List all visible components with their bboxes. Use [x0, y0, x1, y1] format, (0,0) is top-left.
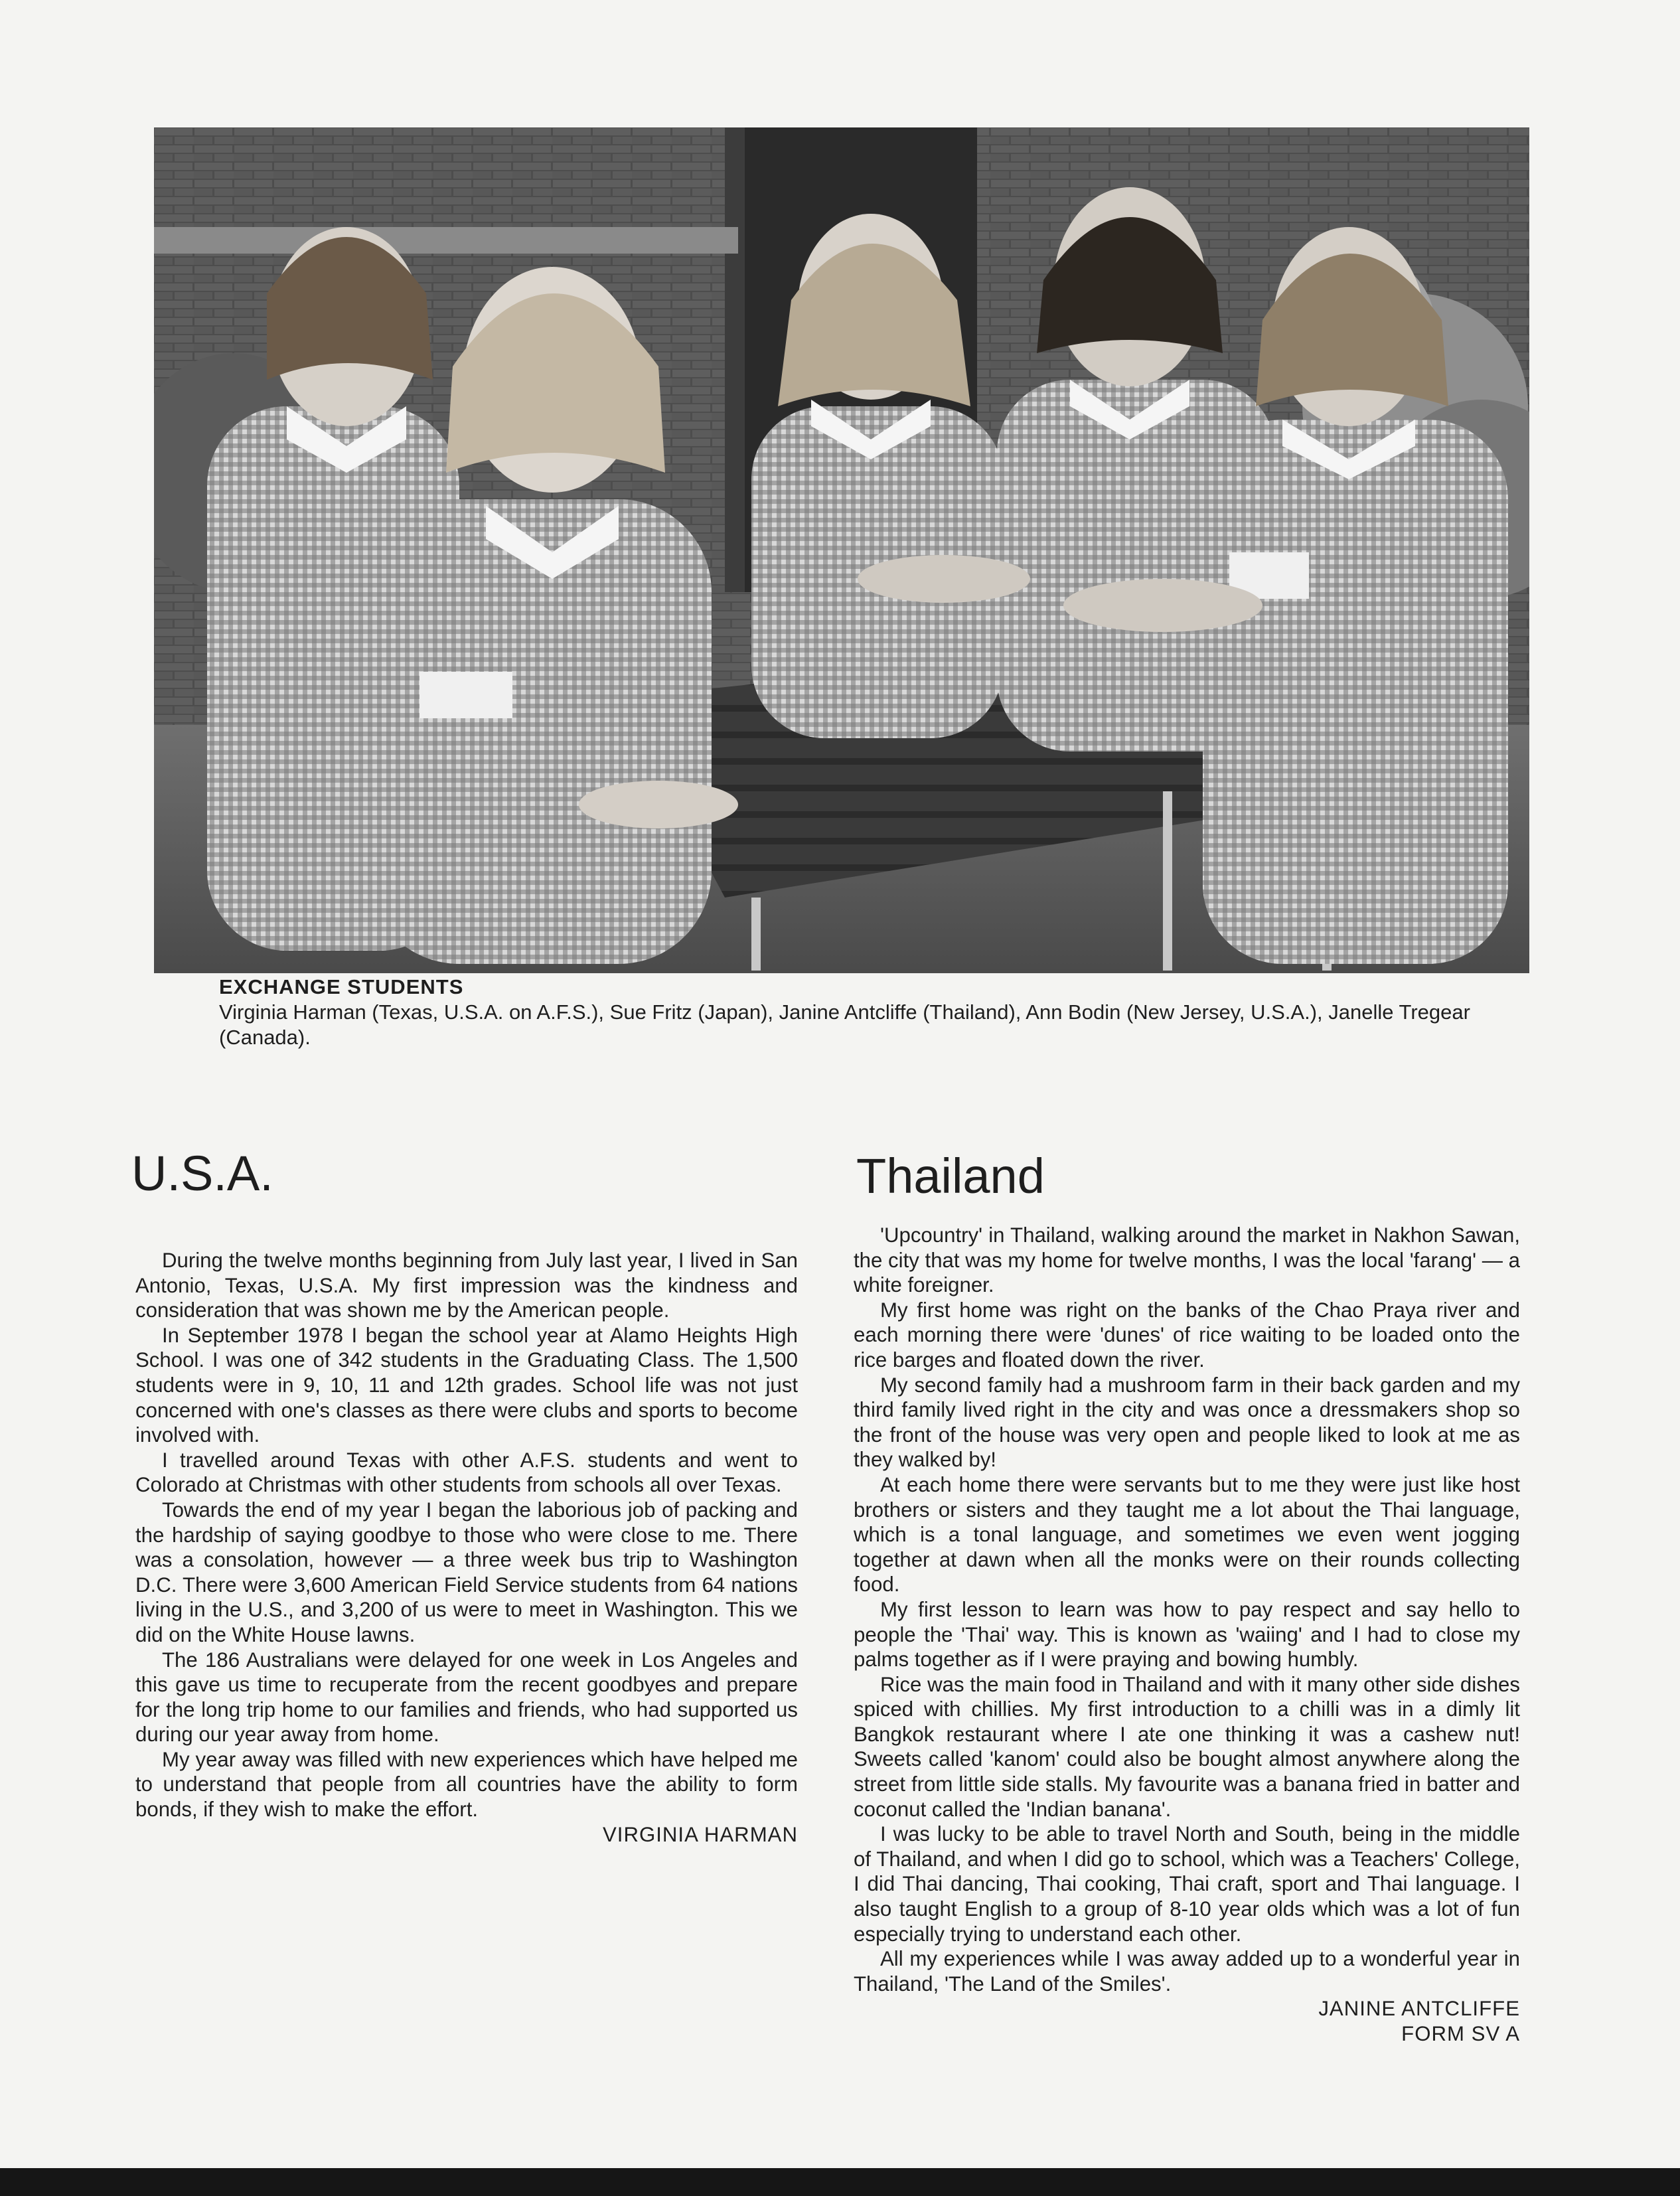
- thailand-paragraph: My first home was right on the banks of the Chao Praya river and each morning there were 'dunes' of rice waiting to be loaded onto the rice barges and floated down the river.: [854, 1298, 1520, 1372]
- thailand-paragraph: 'Upcountry' in Thailand, walking around the market in Nakhon Sawan, the city that was my home for twelve months, I was the local 'farang' — a white foreigner.: [854, 1223, 1520, 1297]
- thailand-paragraph: All my experiences while I was away added up to a wonderful year in Thailand, 'The Land of the Smiles'.: [854, 1947, 1520, 1996]
- usa-heading: U.S.A.: [131, 1146, 273, 1201]
- photo-caption: [219, 975, 1533, 1050]
- usa-paragraph: The 186 Australians were delayed for one week in Los Angeles and this gave us time to recuperate from the recent goodbyes and prepare for the long trip home to our families and friends, who had supported us during our year away from home.: [135, 1648, 798, 1747]
- thailand-paragraph: At each home there were servants but to me they were just like host brothers or sisters and they taught me a lot about the Thai language, which is a tonal language, and sometimes we even went jogging together at dawn when all the monks were on their rounds collecting food.: [854, 1472, 1520, 1597]
- usa-paragraph: In September 1978 I began the school year at Alamo Heights High School. I was one of 342 students in the Graduating Class. The 1,500 students were in 9, 10, 11 and 12th grades. School life was not just concerned with one's classes as there were clubs and sports to become involved with.: [135, 1323, 798, 1447]
- thailand-signature-form: FORM SV A: [1401, 2022, 1520, 2045]
- thailand-paragraph: Rice was the main food in Thailand and with it many other side dishes spiced with chillies. My first introduction to a chilli was in a dimly lit Bangkok restaurant where I ate one thinking it was a cashew nut! Sweets called 'kanom' could also be bought almost anywhere along the street from little side stalls. My favourite was a banana fried in batter and coconut called the 'Indian banana'.: [854, 1672, 1520, 1821]
- thailand-paragraph: I was lucky to be able to travel North and South, being in the middle of Thailand, and when I did go to school, which was a Teachers' College, I did Thai dancing, Thai cooking, Thai craft, sport and Thai language. I also taught English to a group of 8-10 year olds which was a lot of fun especially trying to understand each other.: [854, 1822, 1520, 1946]
- thailand-article: [854, 1223, 1520, 2047]
- thailand-heading: Thailand: [856, 1148, 1045, 1204]
- thailand-paragraph: My second family had a mushroom farm in their back garden and my third family lived right in the city and was once a dressmakers shop so the front of the house was very open and people liked to look at me as they walked by!: [854, 1373, 1520, 1472]
- usa-signature: VIRGINIA HARMAN: [603, 1822, 798, 1846]
- usa-paragraph: My year away was filled with new experiences which have helped me to understand that people from all countries have the ability to form bonds, if they wish to make the effort.: [135, 1747, 798, 1822]
- caption-names: Virginia Harman (Texas, U.S.A. on A.F.S.), Sue Fritz (Japan), Janine Antcliffe (Thailand), Ann Bodin (New Jersey, U.S.A.), Janelle Tregear (Canada).: [219, 1000, 1470, 1049]
- thailand-signature-name: JANINE ANTCLIFFE: [1318, 1997, 1520, 2021]
- exchange-students-photo: [154, 127, 1529, 973]
- usa-paragraph: I travelled around Texas with other A.F.S. students and went to Colorado at Christmas with other students from schools all over Texas.: [135, 1448, 798, 1497]
- usa-article: [135, 1248, 798, 1847]
- usa-paragraph: During the twelve months beginning from July last year, I lived in San Antonio, Texas, U.S.A. My first impression was the kindness and consideration that was shown me by the American people.: [135, 1249, 798, 1322]
- usa-paragraph: Towards the end of my year I began the laborious job of packing and the hardship of saying goodbye to those who were close to me. There was a consolation, however — a three week bus trip to Washington D.C. There were 3,600 American Field Service students from 64 nations living in the U.S., and 3,200 of us were to meet in Washington. This we did on the White House lawns.: [135, 1498, 798, 1646]
- caption-title: EXCHANGE STUDENTS: [219, 975, 464, 998]
- scan-edge-band: [0, 2168, 1680, 2196]
- thailand-paragraph: My first lesson to learn was how to pay respect and say hello to people the 'Thai' way. This is known as 'waiing' and I had to close my palms together as if I were praying and bowing humbly.: [854, 1597, 1520, 1672]
